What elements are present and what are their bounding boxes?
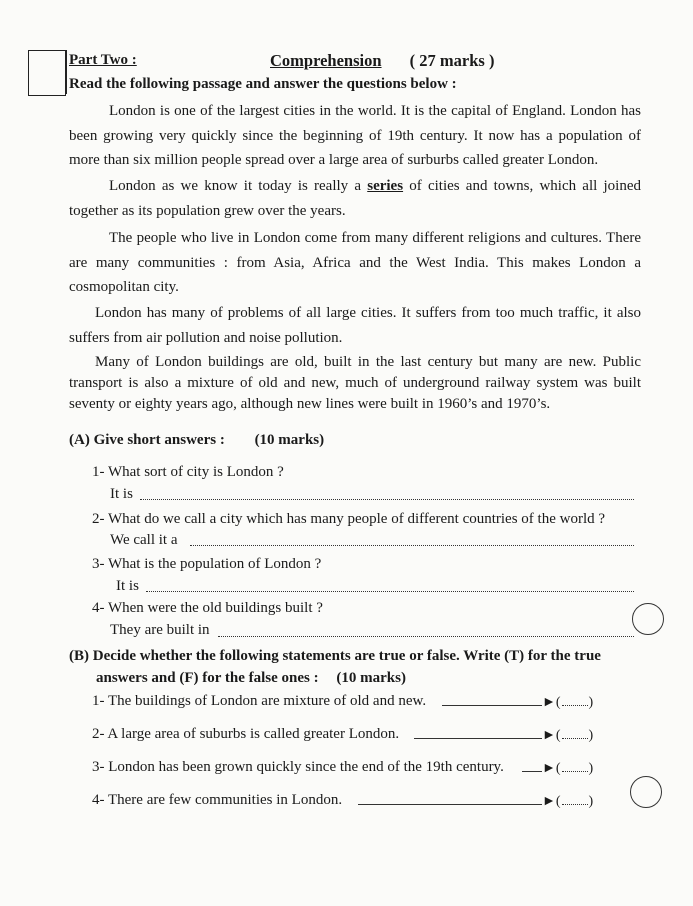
statement-4: 4- There are few communities in London. xyxy=(92,792,343,808)
question-2: 2- What do we call a city which has many people of different countries of the world ? xyxy=(92,511,606,527)
passage-paragraph-1: London is one of the largest cities in the world. It is the capital of England. London has been growing very quickly since the beginning of 19th century. It now has a population of more than six million people spread over a large area of surburbs called greater London. xyxy=(69,103,641,168)
passage-paragraph-4: London has many of problems of all large cities. It suffers from too much traffic, it also suffers from air pollution and noise pollution. xyxy=(69,305,641,346)
answer-2-prefix: We call it a xyxy=(110,532,178,548)
answer-2-field[interactable] xyxy=(190,545,634,546)
section-b-marks: (10 marks) xyxy=(336,670,406,686)
statement-1-arrow xyxy=(442,705,542,706)
title-text: Comprehension xyxy=(270,51,382,70)
score-box xyxy=(28,50,66,96)
section-a-heading xyxy=(69,432,324,449)
answer-1-field[interactable] xyxy=(140,499,634,500)
p2-text-b: of cities and towns, which all joined together as its population grew over the years. xyxy=(69,178,641,219)
answer-4-prefix: They are built in xyxy=(110,622,210,638)
title-marks: ( 27 marks ) xyxy=(409,51,495,70)
statement-4-arrow xyxy=(358,804,542,805)
instruction: Read the following passage and answer the questions below : xyxy=(69,76,457,92)
page-title xyxy=(270,51,494,71)
answer-4-field[interactable] xyxy=(218,636,634,637)
mark-circle-b xyxy=(630,776,662,808)
section-b-title: answers and (F) for the false ones : xyxy=(96,670,319,686)
answer-3-prefix: It is xyxy=(116,578,139,594)
statement-3: 3- London has been grown quickly since the end of the 19th century. xyxy=(92,759,504,775)
statement-4-answer[interactable]: ►( ) xyxy=(542,794,594,809)
section-a-marks: (10 marks) xyxy=(254,432,325,448)
statement-2-answer[interactable]: ►( ) xyxy=(542,728,594,743)
statement-1: 1- The buildings of London are mixture of old and new. xyxy=(92,693,427,709)
header-divider xyxy=(66,50,67,94)
question-1: 1- What sort of city is London ? xyxy=(92,464,284,480)
statement-3-arrow xyxy=(522,771,542,772)
part-label: Part Two : xyxy=(69,52,137,68)
section-b-heading-2 xyxy=(96,670,406,687)
statement-2: 2- A large area of suburbs is called greater London. xyxy=(92,726,400,742)
passage-paragraph-2 xyxy=(69,174,641,223)
statement-3-answer[interactable]: ►( ) xyxy=(542,761,594,776)
section-a-title: (A) Give short answers : xyxy=(69,432,225,448)
answer-3-field[interactable] xyxy=(146,591,634,592)
passage-paragraph-3: The people who live in London come from many different religions and cultures. There are many communities : from Asia, Africa and the West India. This makes London a cosmopolitan city. xyxy=(69,230,641,295)
p2-keyword: series xyxy=(367,178,404,194)
answer-1-prefix: It is xyxy=(110,486,133,502)
passage-paragraph-5: Many of London buildings are old, built in the last century but many are new. Public transport is also a mixture of old and new, much of underground railway system was built seventy or eighty years ago, although new lines were built in 1960’s and 1970’s. xyxy=(69,354,641,412)
mark-circle-a xyxy=(632,603,664,635)
statement-1-answer[interactable]: ►( ) xyxy=(542,695,594,710)
section-b-heading-1: (B) Decide whether the following statements are true or false. Write (T) for the true xyxy=(69,648,601,664)
question-4: 4- When were the old buildings built ? xyxy=(92,600,323,616)
p2-text-a: London as we know it today is really a xyxy=(109,178,368,194)
question-3: 3- What is the population of London ? xyxy=(92,556,322,572)
statement-2-arrow xyxy=(414,738,542,739)
